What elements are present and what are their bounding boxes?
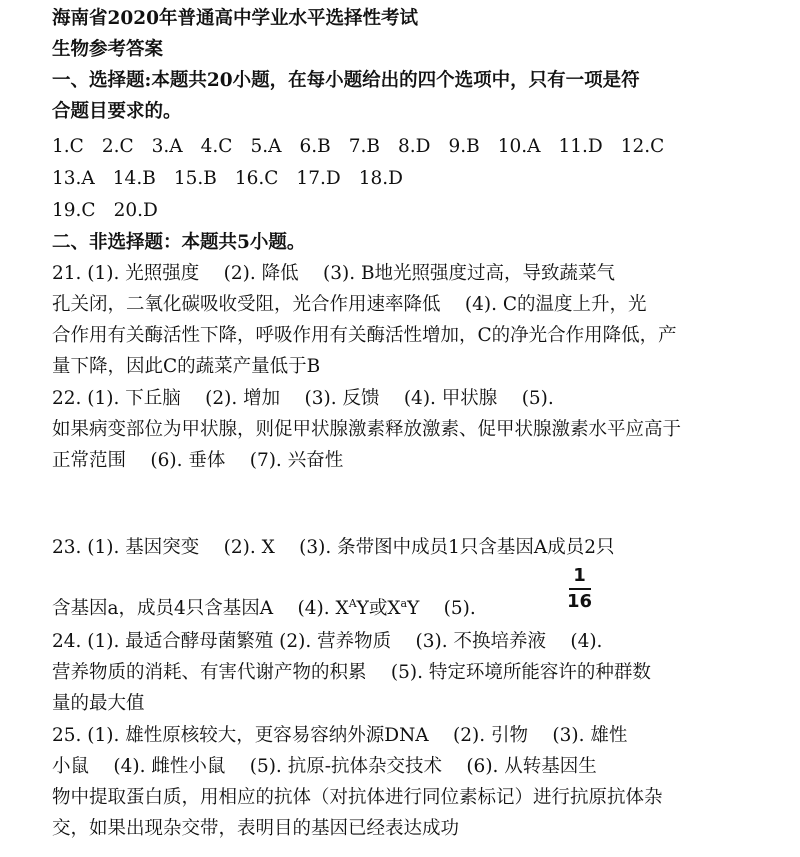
mcq-answer: 18.D xyxy=(358,168,403,189)
q22-line: 如果病变部位为甲状腺，则促甲状腺激素释放激素、促甲状腺激素水平应高于 xyxy=(52,419,682,440)
mcq-answer: 11.D xyxy=(558,136,603,157)
mcq-answer: 2.C xyxy=(101,136,134,157)
q24-line: 量的最大值 xyxy=(52,693,145,714)
fraction-denominator: 16 xyxy=(567,591,593,612)
q23-line: 23. (1). 基因突变 (2). X (3). 条带图中成员1只含基因A成员2只 xyxy=(52,537,615,558)
q22-line: 22. (1). 下丘脑 (2). 增加 (3). 反馈 (4). 甲状腺 (5). xyxy=(52,388,554,409)
mcq-answer: 14.B xyxy=(112,168,156,189)
q25-line: 物中提取蛋白质，用相应的抗体（对抗体进行同位素标记）进行抗原抗体杂 xyxy=(52,787,663,808)
mcq-answer: 15.B xyxy=(173,168,217,189)
document-title: 海南省2020年普通高中学业水平选择性考试 xyxy=(52,8,418,29)
q24-line: 营养物质的消耗、有害代谢产物的积累 (5). 特定环境所能容许的种群数 xyxy=(52,662,651,683)
mcq-answer: 16.C xyxy=(234,168,279,189)
q22-line: 正常范围 (6). 垂体 (7). 兴奋性 xyxy=(52,450,344,471)
allele-superscript: A xyxy=(348,596,357,610)
q23-text: Y或X xyxy=(356,598,401,619)
mcq-answers-row-3 xyxy=(52,199,158,223)
mcq-answer: 20.D xyxy=(113,200,158,221)
q23-text: Y (5). xyxy=(407,598,476,619)
mcq-answer: 13.A xyxy=(52,168,95,189)
q21-line: 量下降，因此C的蔬菜产量低于B xyxy=(52,356,321,377)
mcq-answer: 9.B xyxy=(448,136,480,157)
section1-heading-cont: 合题目要求的。 xyxy=(52,101,182,122)
mcq-answer: 12.C xyxy=(620,136,665,157)
mcq-answer: 7.B xyxy=(348,136,380,157)
mcq-answer: 6.B xyxy=(299,136,331,157)
mcq-answer: 5.A xyxy=(250,136,282,157)
document-subtitle: 生物参考答案 xyxy=(52,39,164,60)
section2-heading: 二、非选择题：本题共5小题。 xyxy=(52,232,306,253)
mcq-answer: 17.D xyxy=(296,168,341,189)
fraction-bar xyxy=(569,588,591,590)
mcq-answer: 10.A xyxy=(497,136,541,157)
mcq-answer: 3.A xyxy=(151,136,183,157)
q23-text: 含基因a，成员4只含基因A (4). X xyxy=(52,598,349,619)
q21-line: 合作用有关酶活性下降，呼吸作用有关酶活性增加，C的净光合作用降低，产 xyxy=(52,325,677,346)
q21-line: 孔关闭，二氧化碳吸收受阻，光合作用速率降低 (4). C的温度上升，光 xyxy=(52,294,647,315)
q23-line xyxy=(52,597,476,621)
mcq-answer: 8.D xyxy=(397,136,431,157)
q25-line: 25. (1). 雄性原核较大，更容易容纳外源DNA (2). 引物 (3). 雄性 xyxy=(52,725,628,746)
q21-line: 21. (1). 光照强度 (2). 降低 (3). B地光照强度过高，导致蔬菜气 xyxy=(52,263,616,284)
mcq-answers-row-2 xyxy=(52,167,403,191)
mcq-answer: 4.C xyxy=(200,136,233,157)
q25-line: 小鼠 (4). 雌性小鼠 (5). 抗原-抗体杂交技术 (6). 从转基因生 xyxy=(52,756,597,777)
section1-heading: 一、选择题:本题共20小题，在每小题给出的四个选项中，只有一项是符 xyxy=(52,70,640,91)
fraction xyxy=(567,566,592,612)
mcq-answers-row-1 xyxy=(52,135,664,159)
mcq-answer: 19.C xyxy=(52,200,96,221)
q25-line: 交，如果出现杂交带，表明目的基因已经表达成功 xyxy=(52,818,460,839)
fraction-numerator: 1 xyxy=(573,565,586,586)
q24-line: 24. (1). 最适合酵母菌繁殖 (2). 营养物质 (3). 不换培养液 (4). xyxy=(52,631,603,652)
mcq-answer: 1.C xyxy=(52,136,84,157)
allele-superscript: a xyxy=(400,596,408,610)
